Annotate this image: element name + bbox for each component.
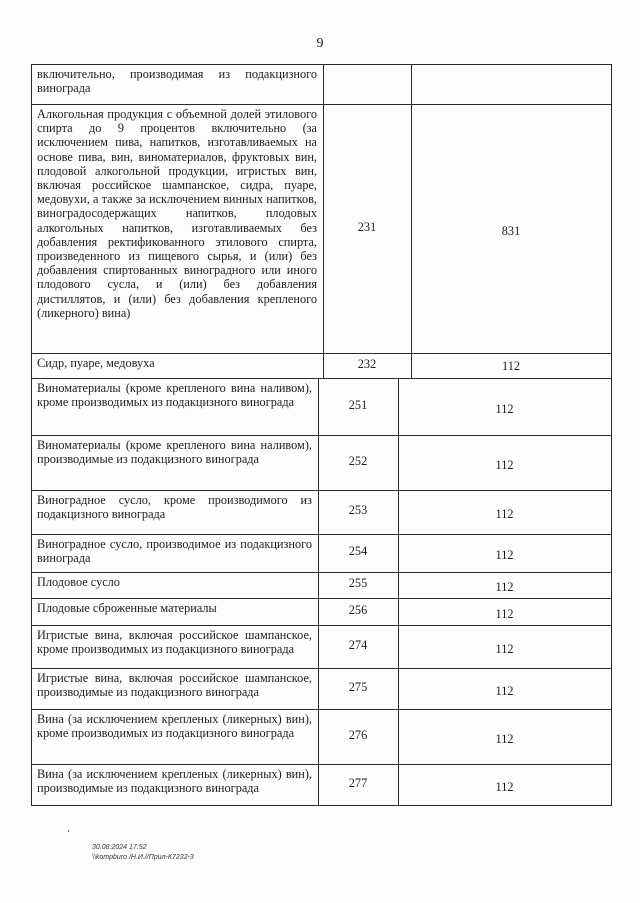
row-code: 276 xyxy=(348,727,368,742)
row-code: 275 xyxy=(348,679,368,694)
row-description: Сидр, пуаре, медовуха xyxy=(37,356,155,370)
table-vline xyxy=(411,64,412,378)
table-hline xyxy=(31,598,612,599)
row-description: Виноградное сусло, кроме производимого из подакцизного винограда xyxy=(37,493,312,522)
row-value: 112 xyxy=(495,548,514,562)
row-value: 112 xyxy=(495,401,514,416)
table-hline xyxy=(31,805,612,806)
row-code: 253 xyxy=(348,503,368,517)
row-description: включительно, производимая из подакцизного винограда xyxy=(37,67,317,96)
table-hline xyxy=(31,572,612,573)
row-description: Алкогольная продукция с объемной долей этилового спирта до 9 процентов включительно (за исключением пива, напитков, изготавливаемых на основе пива, вин, виноматериалов, фруктовых вин, плодовой алкогольной продукции, игристых вин, включая российское шампанское, сидра, пуаре, медовухи, а также за исключением винных напитков, виноградосодержащих напитков, плодовых алкогольных напитков, изготавливаемых без добавления ректификованного этилового спирта, произведенного из пищевого сырья, и (или) без добавления спиртованных виноградного или иного плодового сусла, и (или) без добавления дистиллятов, и (или) без добавления крепленого (ликерного) вина) xyxy=(37,107,317,320)
row-value: 112 xyxy=(495,457,514,472)
row-description: Виноматериалы (кроме крепленого вина наливом), производимые из подакцизного винограда xyxy=(37,438,312,467)
row-code: 254 xyxy=(348,544,368,558)
row-value: 112 xyxy=(495,606,514,621)
row-code: 231 xyxy=(357,219,377,234)
row-code: 252 xyxy=(348,453,368,468)
table-hline xyxy=(31,435,612,436)
row-code: 251 xyxy=(348,397,368,412)
row-value: 112 xyxy=(502,359,520,373)
table-hline xyxy=(31,625,612,626)
table-hline xyxy=(31,353,612,354)
row-code: 256 xyxy=(348,602,368,617)
footer-timestamp: 30.08.2024 17:52 xyxy=(92,844,147,851)
row-value: 112 xyxy=(495,731,514,746)
row-code: 232 xyxy=(357,357,377,371)
row-description: Игристые вина, включая российское шампанское, кроме производимых из подакцизного винограда xyxy=(37,628,312,657)
row-description: Плодовое сусло xyxy=(37,575,120,589)
row-description: Вина (за исключением крепленых (ликерных) вин), кроме производимых из подакцизного винограда xyxy=(37,712,312,741)
row-description: Виноградное сусло, производимое из подакцизного винограда xyxy=(37,537,312,566)
row-value: 112 xyxy=(495,580,514,594)
table-hline xyxy=(31,534,612,535)
row-code: 255 xyxy=(348,576,368,590)
scan-speck xyxy=(68,830,69,832)
table-hline xyxy=(31,378,612,379)
row-description: Плодовые сброженные материалы xyxy=(37,601,217,615)
footer-file-path: \\kompburo /Н.И.//Прил-К7232-3 xyxy=(92,854,194,861)
row-value: 112 xyxy=(495,683,514,698)
row-value: 112 xyxy=(495,507,514,521)
table-hline xyxy=(31,104,612,105)
row-description: Вина (за исключением крепленых (ликерных) вин), производимые из подакцизного винограда xyxy=(37,767,312,796)
table-hline xyxy=(31,490,612,491)
row-value: 112 xyxy=(495,641,514,656)
table-hline xyxy=(31,764,612,765)
row-description: Игристые вина, включая российское шампанское, производимые из подакцизного винограда xyxy=(37,671,312,700)
table-hline xyxy=(31,64,612,65)
row-description: Виноматериалы (кроме крепленого вина наливом), кроме производимых из подакцизного винограда xyxy=(37,381,312,410)
row-code: 274 xyxy=(348,637,368,652)
row-value: 112 xyxy=(495,779,514,794)
page-number: 9 xyxy=(316,36,324,51)
row-code: 277 xyxy=(348,775,368,790)
table-hline xyxy=(31,668,612,669)
row-value: 831 xyxy=(501,223,521,238)
table-hline xyxy=(31,709,612,710)
